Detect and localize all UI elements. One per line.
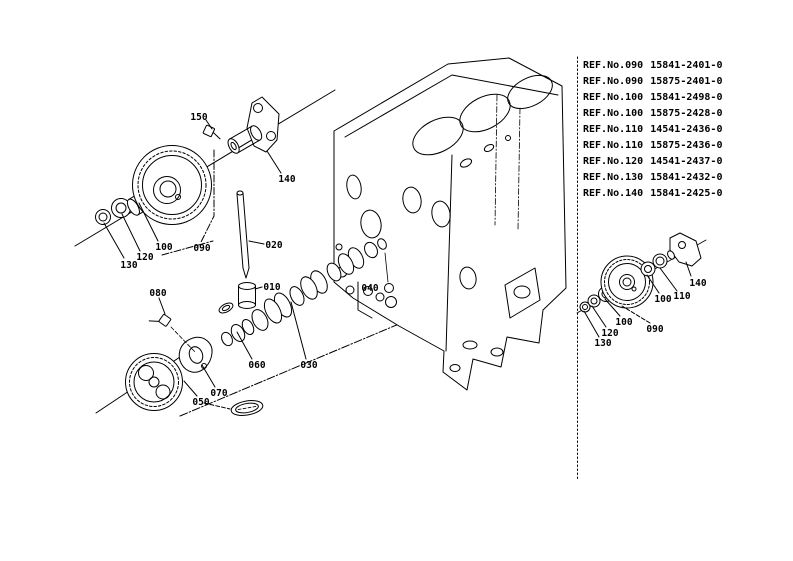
callout-050: 050 bbox=[192, 397, 210, 408]
callout-070: 070 bbox=[210, 388, 228, 399]
inset-nut-110 bbox=[653, 254, 667, 268]
camshaft-stay-bracket bbox=[226, 97, 279, 155]
ref-no: REF.No.100 bbox=[583, 92, 644, 103]
ring-130 bbox=[96, 210, 111, 225]
ref-table-row bbox=[583, 124, 733, 140]
ref-table-row bbox=[583, 60, 733, 76]
callout-120: 120 bbox=[136, 252, 154, 263]
ref-no: REF.No.090 bbox=[583, 60, 644, 71]
ref-no: REF.No.140 bbox=[583, 188, 644, 199]
callout-060: 060 bbox=[248, 360, 266, 371]
part-number: 15841-2498-0 bbox=[650, 92, 723, 103]
ref-no: REF.No.090 bbox=[583, 76, 644, 87]
callout-110: 110 bbox=[673, 291, 691, 302]
callout-140: 140 bbox=[278, 174, 296, 185]
part-number: 15875-2401-0 bbox=[650, 76, 723, 87]
ref-no: REF.No.110 bbox=[583, 140, 644, 151]
callout-150: 150 bbox=[190, 112, 208, 123]
callout-020: 020 bbox=[265, 240, 283, 251]
part-number: 15875-2428-0 bbox=[650, 108, 723, 119]
inset-washer-100r bbox=[641, 262, 655, 276]
ref-table-row bbox=[583, 76, 733, 92]
callout-130: 130 bbox=[594, 338, 612, 349]
callout-120: 120 bbox=[601, 328, 619, 339]
part-number: 14541-2437-0 bbox=[650, 156, 723, 167]
ref-no: REF.No.100 bbox=[583, 108, 644, 119]
callout-080: 080 bbox=[149, 288, 167, 299]
ref-table-row bbox=[583, 108, 733, 124]
ref-no: REF.No.110 bbox=[583, 124, 644, 135]
engine-block bbox=[334, 58, 566, 390]
ref-table-row bbox=[583, 188, 733, 204]
callout-130: 130 bbox=[120, 260, 138, 271]
main-diagram bbox=[75, 58, 566, 418]
oval-cover-plate bbox=[230, 398, 264, 417]
idle-gear bbox=[126, 354, 183, 411]
ref-no: REF.No.130 bbox=[583, 172, 644, 183]
callout-090: 090 bbox=[193, 243, 211, 254]
callout-100: 100 bbox=[615, 317, 633, 328]
callout-040: 040 bbox=[361, 283, 379, 294]
callout-100: 100 bbox=[654, 294, 672, 305]
stopper-plate-070 bbox=[179, 337, 212, 372]
ref-no: REF.No.120 bbox=[583, 156, 644, 167]
callout-100: 100 bbox=[155, 242, 173, 253]
inset-diagram bbox=[577, 233, 707, 349]
shim-oval bbox=[218, 301, 235, 315]
bolt-150 bbox=[203, 125, 223, 141]
push-rod bbox=[237, 191, 249, 278]
callout-140: 140 bbox=[689, 278, 707, 289]
tappet bbox=[239, 283, 256, 309]
ref-table-row bbox=[583, 92, 733, 108]
callout-030: 030 bbox=[300, 360, 318, 371]
part-number: 15875-2436-0 bbox=[650, 140, 723, 151]
callout-010: 010 bbox=[263, 282, 281, 293]
part-number: 15841-2425-0 bbox=[650, 188, 723, 199]
inset-washer-120 bbox=[588, 295, 600, 307]
inset-bracket-140 bbox=[666, 233, 701, 266]
ref-table-row bbox=[583, 156, 733, 172]
part-number: 15841-2432-0 bbox=[650, 172, 723, 183]
part-number: 15841-2401-0 bbox=[650, 60, 723, 71]
part-number: 14541-2436-0 bbox=[650, 124, 723, 135]
ref-table bbox=[583, 60, 733, 204]
callout-090: 090 bbox=[646, 324, 664, 335]
ref-table-row bbox=[583, 172, 733, 188]
ref-table-row bbox=[583, 140, 733, 156]
